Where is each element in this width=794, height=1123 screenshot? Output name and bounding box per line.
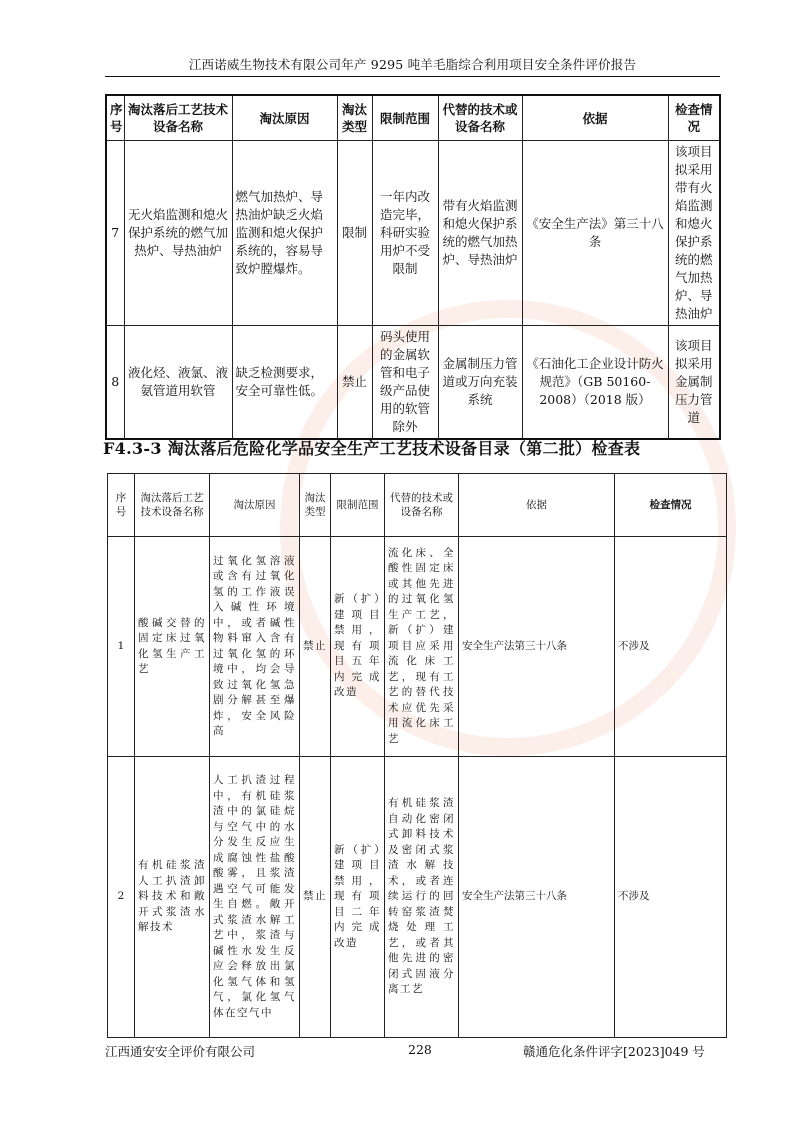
elimination-type: 限制 <box>337 141 372 326</box>
header-cell: 淘汰原因 <box>232 95 337 141</box>
elimination-reason: 人工扒渣过程中，有机硅浆渣中的氯硅烷与空气中的水分发生反应生成腐蚀性盐酸酸雾，且浆渣遇空气可能发生自燃。敞开式浆渣水解工艺中，浆渣与碱性水发生反应会释放出氯化氢气体和氢气，氯化氢气体在空气中 <box>210 757 300 1038</box>
page-number: 228 <box>408 1042 432 1057</box>
table-row <box>108 757 727 1038</box>
row-number: 2 <box>108 757 135 1038</box>
table-row <box>108 537 727 757</box>
table-lower <box>107 473 727 1038</box>
header-rule <box>105 76 720 77</box>
header-cell: 检查情况 <box>615 474 727 537</box>
restriction-scope: 码头使用的金属软管和电子级产品使用的软管除外 <box>372 326 438 440</box>
legal-basis: 《安全生产法》第三十八条 <box>522 141 668 326</box>
row-number: 7 <box>106 141 124 326</box>
header-cell: 淘汰落后工艺技术设备名称 <box>135 474 210 537</box>
report-number: 赣通危化条件评字[2023]049 号 <box>523 1044 705 1059</box>
process-name: 酸碱交替的固定床过氧化氢生产工艺 <box>135 537 210 757</box>
elimination-type: 禁止 <box>300 537 331 757</box>
restriction-scope: 新（扩）建项目禁用，现有项目二年内完成改造 <box>331 757 385 1038</box>
table-header-row <box>106 95 720 141</box>
replacement-tech: 有机硅浆渣自动化密闭式卸料技术及密闭式浆渣水解技术，或者连续运行的回转窑浆渣焚烧处理工艺，或者其他先进的密闭式固液分离工艺 <box>385 757 459 1038</box>
header-cell: 代替的技术或设备名称 <box>385 474 459 537</box>
header-cell: 依据 <box>522 95 668 141</box>
table-header-row <box>108 474 727 537</box>
section-title: F4.3-3 淘汰落后危险化学品安全生产工艺技术设备目录（第二批）检查表 <box>103 439 641 458</box>
footer-company: 江西通安安全评价有限公司 <box>105 1044 256 1059</box>
replacement-tech: 金属制压力管道或万向充装系统 <box>438 326 522 440</box>
header-cell: 淘汰落后工艺技术设备名称 <box>124 95 232 141</box>
elimination-type: 禁止 <box>337 326 372 440</box>
header-cell: 依据 <box>459 474 615 537</box>
process-name: 无火焰监测和熄火保护系统的燃气加热炉、导热油炉 <box>124 141 232 326</box>
process-name: 有机硅浆渣人工扒渣卸料技术和敞开式浆渣水解技术 <box>135 757 210 1038</box>
check-result: 该项目拟采用带有火焰监测和熄火保护系统的燃气加热炉、导热油炉 <box>668 141 720 326</box>
table-upper <box>105 94 721 440</box>
header-cell: 限制范围 <box>331 474 385 537</box>
header-cell: 限制范围 <box>372 95 438 141</box>
replacement-tech: 带有火焰监测和熄火保护系统的燃气加热炉、导热油炉 <box>438 141 522 326</box>
elimination-type: 禁止 <box>300 757 331 1038</box>
check-result: 不涉及 <box>615 757 727 1038</box>
elimination-reason: 缺乏检测要求，安全可靠性低。 <box>232 326 337 440</box>
page-header: 江西诺威生物技术有限公司年产 9295 吨羊毛脂综合利用项目安全条件评价报告 <box>188 57 637 72</box>
table-row <box>106 326 720 440</box>
header-cell: 代替的技术或设备名称 <box>438 95 522 141</box>
header-cell: 淘汰原因 <box>210 474 300 537</box>
legal-basis: 安全生产法第三十八条 <box>459 757 615 1038</box>
header-cell: 序号 <box>108 474 135 537</box>
restriction-scope: 一年内改造完毕，科研实验用炉不受限制 <box>372 141 438 326</box>
process-name: 液化烃、液氯、液氨管道用软管 <box>124 326 232 440</box>
header-cell: 检查情况 <box>668 95 720 141</box>
check-result: 该项目拟采用金属制压力管道 <box>668 326 720 440</box>
legal-basis: 《石油化工企业设计防火规范》（GB 50160-2008）（2018 版） <box>522 326 668 440</box>
legal-basis: 安全生产法第三十八条 <box>459 537 615 757</box>
replacement-tech: 流化床、全酸性固定床或其他先进的过氧化氢生产工艺，新（扩）建项目应采用流化床工艺，现有工艺的替代技术应优先采用流化床工艺 <box>385 537 459 757</box>
header-cell: 序号 <box>106 95 124 141</box>
elimination-reason: 燃气加热炉、导热油炉缺乏火焰监测和熄火保护系统的，容易导致炉膛爆炸。 <box>232 141 337 326</box>
table-row <box>106 141 720 326</box>
restriction-scope: 新（扩）建项目禁用，现有项目五年内完成改造 <box>331 537 385 757</box>
elimination-reason: 过氧化氢溶液或含有过氧化氢的工作液误入碱性环境中，或者碱性物料窜入含有过氧化氢的环境中，均会导致过氧化氢急剧分解甚至爆炸，安全风险高 <box>210 537 300 757</box>
check-result: 不涉及 <box>615 537 727 757</box>
header-cell: 淘汰类型 <box>337 95 372 141</box>
row-number: 8 <box>106 326 124 440</box>
row-number: 1 <box>108 537 135 757</box>
header-cell: 淘汰类型 <box>300 474 331 537</box>
